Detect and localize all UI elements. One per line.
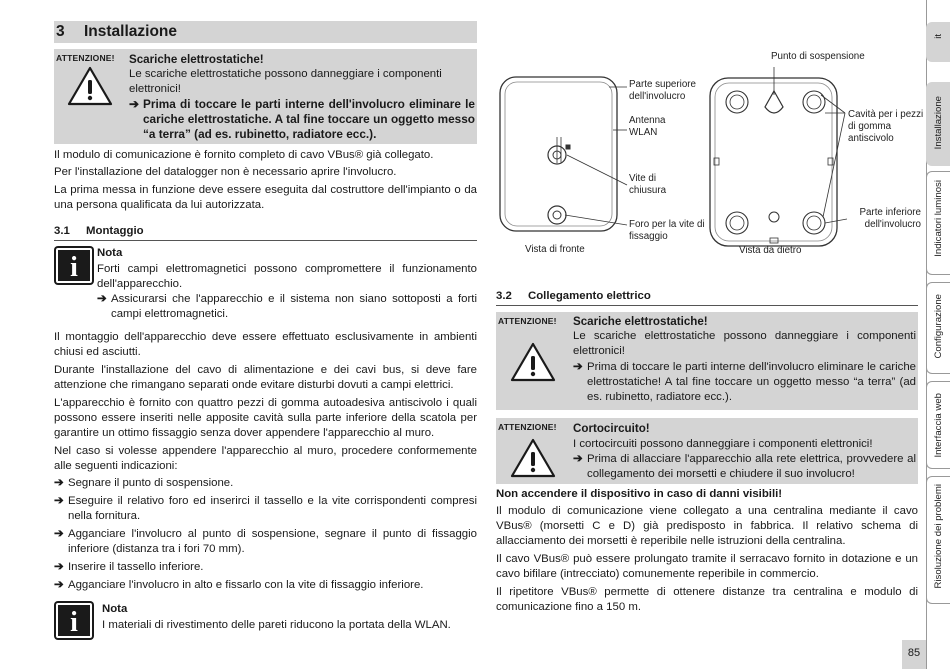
note-action: ➔ Assicurarsi che l'apparecchio e il sistema non siano sottoposti a forti campi elettromagnetici. (97, 293, 477, 320)
label-cavities: Cavità per i pezzi di gomma antiscivolo (848, 109, 924, 144)
front-view-device (500, 77, 617, 231)
arrow-icon: ➔ (573, 361, 583, 373)
elec-paragraph-3: Il ripetitore VBus® permette di ottenere distanze tra centralina e modulo di comunicazione fino a 150 m. (496, 586, 918, 613)
warning-text: I cortocircuiti possono danneggiare i componenti elettronici! (573, 438, 873, 450)
mount-step: ➔ Agganciare l'involucro in alto e fissarlo con la vite di fissaggio inferiore. (54, 579, 424, 591)
mount-paragraph-3: L'apparecchio è fornito con quattro pezzi di gomma autoadesiva antiscivolo i quali possono essere inseriti nelle apposite cavità sulla parte inferiore della scatola per garantire un ottimo fissaggio senza dover appendere l'apparecchio al muro. (54, 397, 477, 439)
arrow-icon: ➔ (129, 97, 139, 111)
section-number: 3 (56, 23, 65, 40)
mount-paragraph-4: Nel caso si volesse appendere l'apparecchio al muro, procedere conformemente alle seguenti indicazioni: (54, 445, 477, 472)
warning-text: Le scariche elettrostatiche possono danneggiare i componenti elettronici! (129, 68, 442, 95)
arrow-icon: ➔ (54, 528, 64, 540)
tab-label: Risoluzione dei problemi (933, 484, 944, 589)
intro-paragraph-2: Per l'installazione del datalogger non è necessario aprire l'involucro. (54, 166, 397, 178)
elec-paragraph-1: Il modulo di comunicazione viene collegato a una centralina mediante il cavo VBus® (morsetti C e D) già predisposto in fabbrica. Il relativo schema di allacciamento dei morsetti è reperibile nelle istruzioni della centralina. (496, 505, 918, 547)
warning-title: Cortocircuito! (573, 422, 650, 435)
mount-step: ➔ Inserire il tassello inferiore. (54, 561, 204, 573)
arrow-icon: ➔ (54, 495, 64, 507)
lang-label: it (933, 34, 944, 39)
back-view-device (710, 78, 837, 246)
section-title: Installazione (84, 23, 178, 40)
mount-step: ➔ Eseguire il relativo foro ed inserirci il tassello e la vite corrispondenti compresi nella fornitura. (54, 495, 477, 522)
info-icon: i (56, 248, 92, 283)
intro-paragraph-3: La prima messa in funzione deve essere eseguita dal costruttore dell'impianto o da una persona qualificata da lui autorizzata. (54, 184, 477, 211)
subsection-heading-montaggio: 3.1 Montaggio (54, 223, 477, 241)
warning-tag: ATTENZIONE! (56, 53, 115, 63)
warning-tag: ATTENZIONE! (498, 422, 557, 432)
label-fixing-hole: Foro per la vite di fissaggio (629, 219, 705, 242)
mount-paragraph-1: Il montaggio dell'apparecchio deve essere effettuato esclusivamente in ambienti chiusi ed asciutti. (54, 331, 477, 358)
arrow-icon: ➔ (573, 453, 583, 465)
section-heading (54, 21, 477, 43)
mount-step: ➔ Segnare il punto di sospensione. (54, 477, 234, 489)
warning-title: Scariche elettrostatiche! (573, 315, 708, 328)
note-text: Forti campi elettromagnetici possono compromettere il funzionamento dell'apparecchio. (97, 263, 477, 290)
note-title: Nota (102, 603, 128, 615)
arrow-icon: ➔ (54, 477, 64, 489)
elec-paragraph-2: Il cavo VBus® può essere prolungato tramite il serracavo fornito in dotazione e un cavo bifilare (intrecciato) comunemente reperibile in commercio. (496, 553, 918, 580)
tab-label: Configurazione (933, 294, 944, 359)
warning-action: ➔ Prima di toccare le parti interne dell'involucro eliminare le cariche elettrostatiche. A tal fine toccare un oggetto messo “a terra” (ad es. rubinetto, radiatore ecc.). (129, 97, 475, 141)
front-view-caption: Vista di fronte (525, 244, 585, 255)
label-bottom-housing: Parte inferiore dell'involucro (859, 207, 921, 230)
warning-triangle-icon (67, 65, 113, 107)
warning-action: ➔ Prima di toccare le parti interne dell'involucro eliminare le cariche elettrostatiche! A tal fine toccare un oggetto messo “a terra” (ad es. rubinetto, radiatore ecc.). (573, 361, 916, 403)
tab-label: Interfaccia web (933, 393, 944, 458)
mount-paragraph-2: Durante l'installazione del cavo di alimentazione e dei cavi bus, si deve fare attenzione che rimangano separati onde evitare disturbi dovuti a campi elettrici. (54, 364, 477, 391)
label-suspension: Punto di sospensione (771, 51, 865, 62)
label-closing-screw: Vite di chiusura (629, 173, 667, 196)
label-antenna: Antenna WLAN (629, 115, 666, 138)
warning-triangle-icon (510, 437, 556, 479)
tab-label: Installazione (933, 96, 944, 150)
arrow-icon: ➔ (54, 579, 64, 591)
back-view-caption: Vista da dietro (739, 245, 802, 256)
arrow-icon: ➔ (54, 561, 64, 573)
info-icon: i (56, 603, 92, 638)
note-title: Nota (97, 247, 123, 259)
warning-triangle-icon (510, 341, 556, 383)
note-text: I materiali di rivestimento delle pareti riducono la portata della WLAN. (102, 619, 451, 631)
tab-label: Indicatori luminosi (933, 180, 944, 257)
damage-warning: Non accendere il dispositivo in caso di danni visibili! (496, 488, 783, 500)
subsection-heading-collegamento: 3.2 Collegamento elettrico (496, 288, 918, 306)
label-top-housing: Parte superiore dell'involucro (629, 79, 696, 102)
arrow-icon: ➔ (97, 293, 107, 305)
warning-tag: ATTENZIONE! (498, 316, 557, 326)
page-number: 85 (902, 640, 926, 669)
warning-title: Scariche elettrostatiche! (129, 53, 264, 66)
warning-text: Le scariche elettrostatiche possono danneggiare i componenti elettronici! (573, 330, 916, 357)
warning-action: ➔ Prima di allacciare l'apparecchio alla rete elettrica, provvedere al collegamento dei morsetti e chiudere il suo involucro! (573, 453, 916, 480)
intro-paragraph-1: Il modulo di comunicazione è fornito completo di cavo VBus® già collegato. (54, 149, 434, 161)
mount-step: ➔ Agganciare l'involucro al punto di sospensione, segnare il punto di fissaggio inferiore (distanza tra i fori 70 mm). (54, 528, 477, 555)
lang-tab[interactable] (926, 22, 950, 62)
